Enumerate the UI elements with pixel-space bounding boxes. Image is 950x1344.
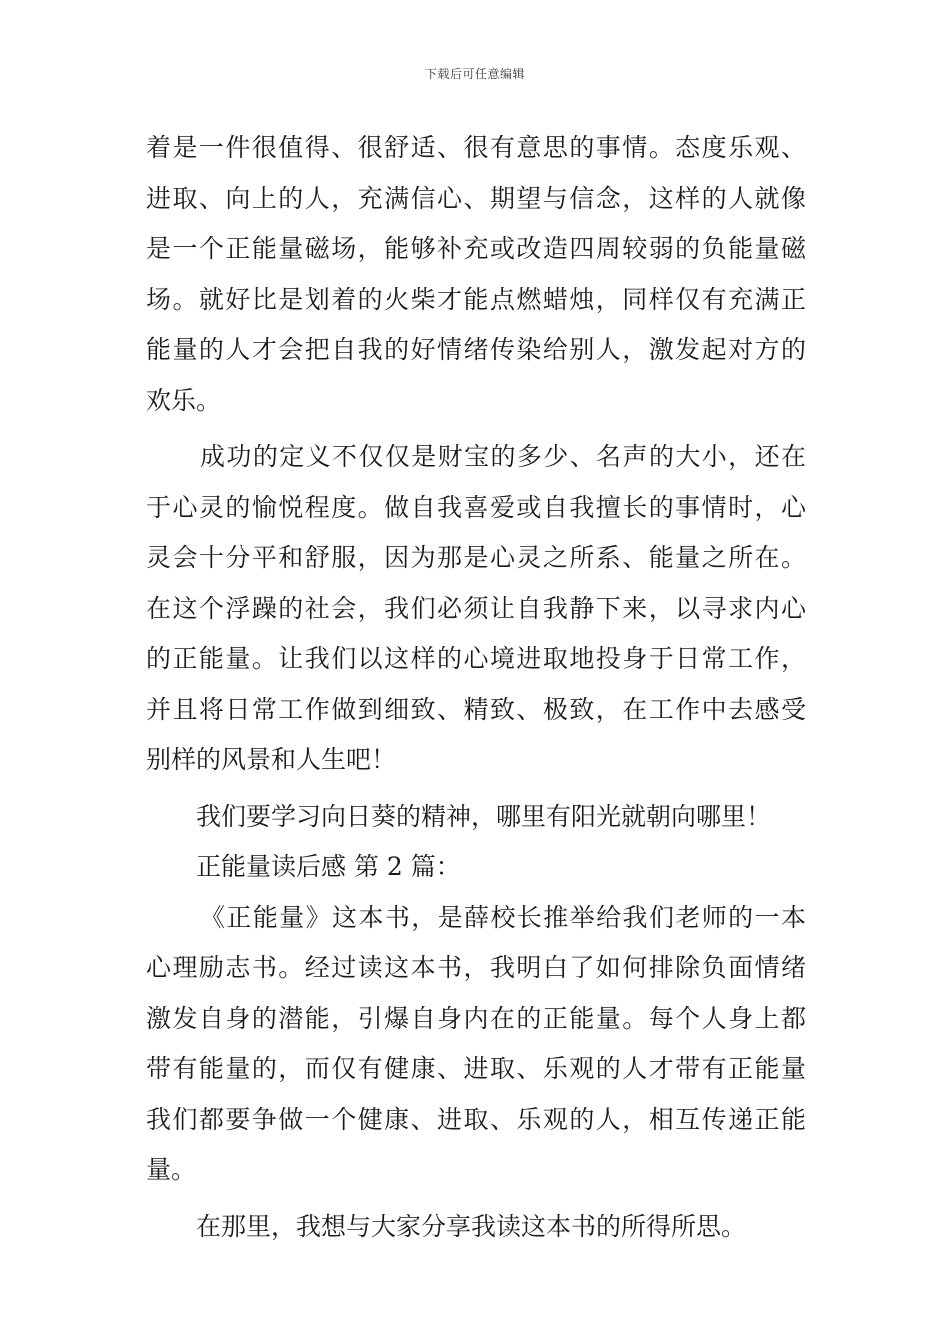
section-heading-text: 正能量读后感 第 2 篇： bbox=[196, 852, 461, 881]
text-line: 欢乐。 bbox=[146, 385, 222, 415]
text-line: 于心灵的愉悦程度。做自我喜爱或自我擅长的事情时，心 bbox=[146, 492, 806, 522]
paragraph-3 bbox=[146, 792, 806, 843]
text-line: 在那里，我想与大家分享我读这本书的所得所思。 bbox=[196, 1211, 747, 1241]
text-line: 《正能量》这本书，是薛校长推举给我们老师的一本 bbox=[200, 902, 806, 932]
text-line: 场。就好比是划着的火柴才能点燃蜡烛，同样仅有充满正 bbox=[146, 284, 806, 314]
text-line: 是一个正能量磁场，能够补充或改造四周较弱的负能量磁 bbox=[146, 234, 806, 263]
paragraph-5 bbox=[146, 1202, 806, 1253]
section-heading bbox=[146, 842, 806, 893]
text-line: 灵会十分平和舒服，因为那是心灵之所系、能量之所在。 bbox=[146, 543, 806, 572]
text-line: 别样的风景和人生吧！ bbox=[146, 745, 397, 774]
text-line: 成功的定义不仅仅是财宝的多少、名声的大小，还在 bbox=[200, 442, 806, 471]
text-line: 量。 bbox=[146, 1155, 197, 1184]
text-line: 带有能量的，而仅有健康、进取、乐观的人才带有正能量 bbox=[146, 1054, 806, 1083]
paragraph-1 bbox=[146, 123, 806, 426]
text-line: 我们要学习向日葵的精神，哪里有阳光就朝向哪里！ bbox=[196, 801, 772, 831]
paragraph-2 bbox=[146, 432, 806, 786]
text-line: 在这个浮躁的社会，我们必须让自我静下来，以寻求内心 bbox=[146, 593, 806, 623]
text-line: 进取、向上的人，充满信心、期望与信念，这样的人就像 bbox=[146, 183, 806, 213]
paragraph-4 bbox=[146, 893, 806, 1196]
text-line: 能量的人才会把自我的好情绪传染给别人，激发起对方的 bbox=[146, 335, 806, 364]
text-line: 并且将日常工作做到细致、精致、极致，在工作中去感受 bbox=[146, 694, 806, 724]
text-line: 我们都要争做一个健康、进取、乐观的人，相互传递正能 bbox=[146, 1104, 806, 1134]
text-line: 心理励志书。经过读这本书，我明白了如何排除负面情绪 bbox=[146, 953, 806, 982]
page-header: 下载后可任意编辑 bbox=[424, 67, 525, 81]
text-line: 激发自身的潜能，引爆自身内在的正能量。每个人身上都 bbox=[146, 1003, 806, 1033]
document-body bbox=[146, 123, 806, 1252]
text-line: 着是一件很值得、很舒适、很有意思的事情。态度乐观、 bbox=[146, 133, 806, 162]
text-line: 的正能量。让我们以这样的心境进取地投身于日常工作， bbox=[146, 644, 806, 673]
